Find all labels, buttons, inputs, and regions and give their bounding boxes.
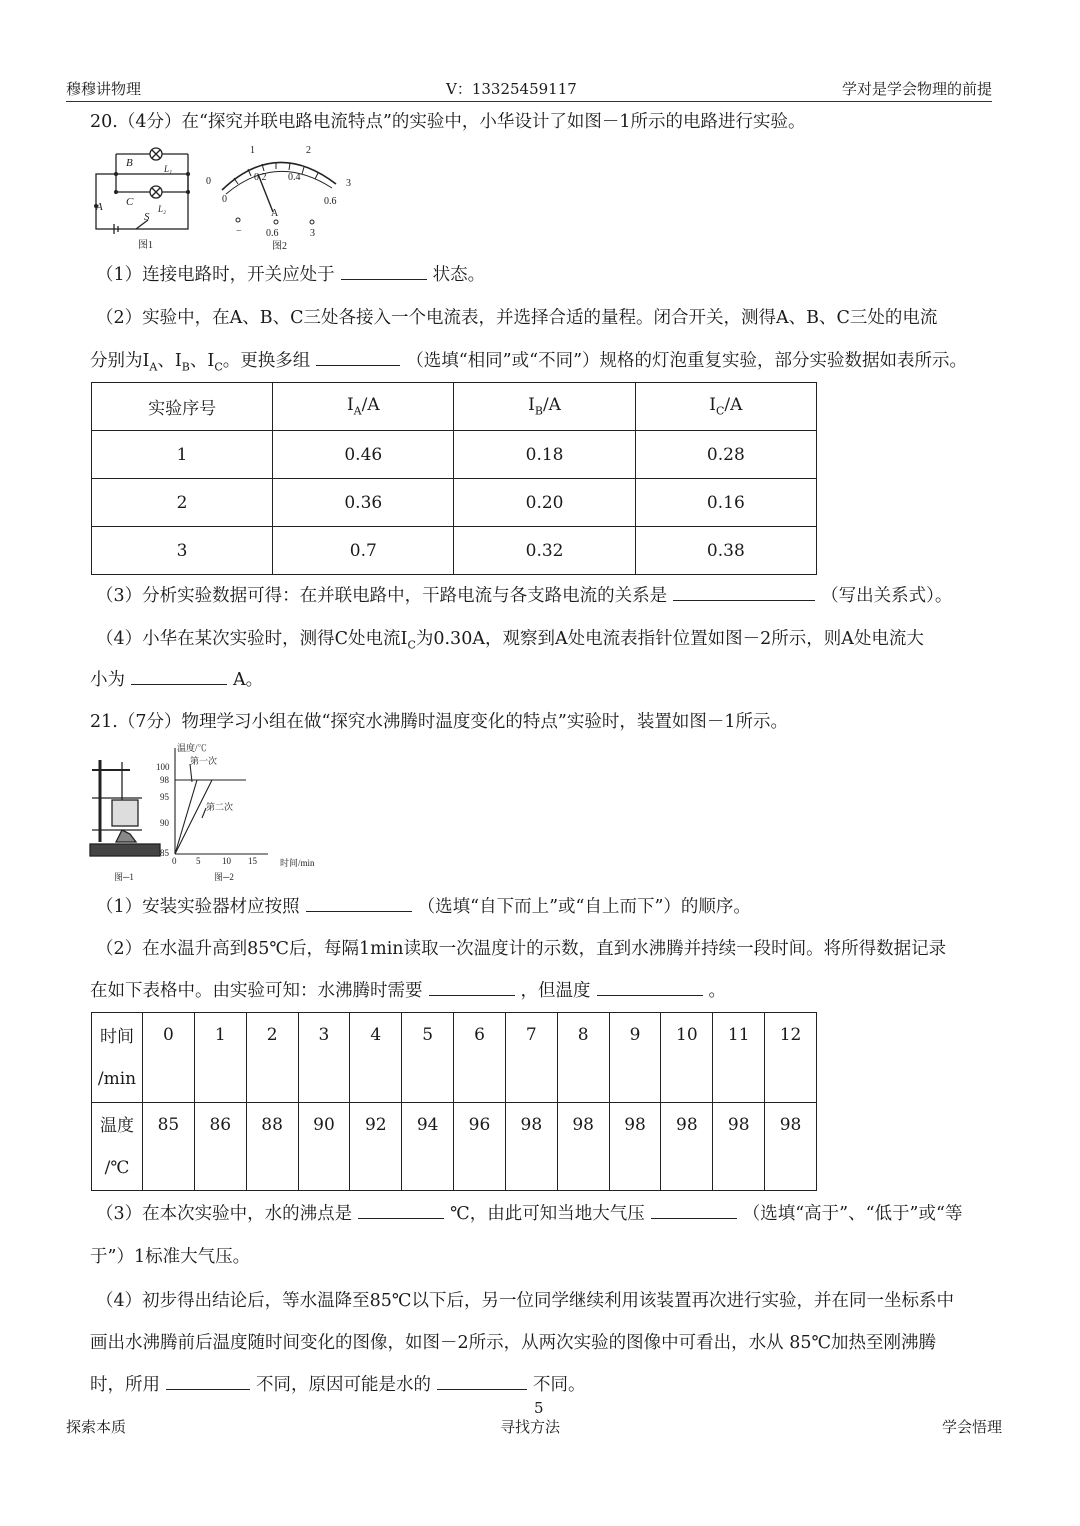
footer-right: 学会悟理 [942, 1418, 1003, 1436]
table-cell: 85 [143, 1103, 195, 1191]
answer-blank[interactable] [673, 584, 815, 601]
table-cell: 90 [298, 1103, 350, 1191]
table-cell: 0 [143, 1013, 195, 1103]
table-row [92, 1013, 817, 1103]
table-header-cell: $I_C/A$ [635, 383, 816, 431]
q20-part4-line1: （4）小华在某次实验时，测得C处电流$I_C$为0.30A，观察到A处电流表指针位置如图－2所示，则A处电流大 [96, 629, 924, 652]
answer-blank[interactable] [166, 1373, 250, 1390]
scale-06: 0.6 [324, 196, 337, 207]
table-cell: 98 [557, 1103, 609, 1191]
table-row [92, 431, 817, 479]
table-cell: 10 [661, 1013, 713, 1103]
q21-part3-line2: 于”）1标准大气压。 [90, 1247, 251, 1267]
fig1-caption: 图1 [138, 240, 153, 251]
table-cell: 6 [454, 1013, 506, 1103]
y-tick-98: 98 [160, 775, 169, 785]
ammeter-figure [200, 142, 360, 254]
scale-04: 0.4 [288, 172, 301, 183]
scale-3: 3 [346, 178, 351, 189]
label-l2: L₂ [158, 204, 167, 214]
answer-blank[interactable] [316, 349, 400, 366]
y-tick-90: 90 [160, 818, 169, 828]
table-cell: 9 [609, 1013, 661, 1103]
table-cell: 3 [298, 1013, 350, 1103]
scale-02: 0.2 [254, 172, 267, 183]
term-minus: − [236, 226, 242, 237]
answer-blank[interactable] [597, 979, 703, 996]
table-cell: 0.16 [635, 479, 816, 527]
q21-title: 21.（7分）物理学习小组在做“探究水沸腾时温度变化的特点”实验时，装置如图－1所示。 [90, 712, 788, 732]
scale-00: 0 [222, 194, 227, 205]
x-tick-15: 15 [248, 856, 257, 866]
q20-part2-line2: 分别为$I_A$、$I_B$、$I_C$。更换多组 （选填“相同”或“不同”）规格的灯泡重复实验，部分实验数据如表所示。 [90, 351, 968, 374]
q21-part3-line1: （3）在本次实验中，水的沸点是 ℃，由此可知当地大气压 （选填“高于”、“低于”或“等 [96, 1204, 963, 1224]
table-header-cell: $I_B/A$ [454, 383, 635, 431]
term-06: 0.6 [266, 228, 279, 239]
fig2-caption: 图2 [272, 241, 287, 252]
table-cell: 3 [92, 527, 273, 575]
q21-part1: （1）安装实验器材应按照 （选填“自下而上”或“自上而下”）的顺序。 [96, 897, 751, 917]
y-tick-100: 100 [156, 762, 170, 772]
page-header [66, 78, 992, 100]
table-cell: 1 [194, 1013, 246, 1103]
q20-part4-line2: 小为 A。 [90, 670, 264, 690]
table-header-cell: 温度 /℃ [92, 1103, 143, 1191]
q21-part2-line2: 在如下表格中。由实验可知：水沸腾时需要 ，但温度 。 [90, 981, 726, 1001]
header-rule [66, 101, 992, 102]
table-cell: 8 [557, 1013, 609, 1103]
table-cell: 98 [661, 1103, 713, 1191]
answer-blank[interactable] [341, 263, 427, 280]
table-cell: 0.28 [635, 431, 816, 479]
table-cell: 98 [765, 1103, 817, 1191]
table-row [92, 479, 817, 527]
table-cell: 4 [350, 1013, 402, 1103]
table-cell: 12 [765, 1013, 817, 1103]
table-cell: 0.20 [454, 479, 635, 527]
x-tick-5: 5 [196, 856, 201, 866]
table-cell: 0.32 [454, 527, 635, 575]
fig-caption-1: 图─1 [114, 872, 134, 882]
q21-part2-line1: （2）在水温升高到85℃后，每隔1min读取一次温度计的示数，直到水沸腾并持续一段时间。将所得数据记录 [96, 939, 947, 959]
chart-ylabel: 温度/℃ [177, 743, 207, 753]
q21-part4-line2: 画出水沸腾前后温度随时间变化的图像，如图－2所示，从两次实验的图像中可看出，水从 85℃加热至刚沸腾 [90, 1333, 937, 1353]
table-cell: 1 [92, 431, 273, 479]
q21-table [91, 1012, 817, 1191]
q21-part4-line3: 时，所用 不同，原因可能是水的 不同。 [90, 1375, 586, 1395]
header-center: V：13325459117 [446, 80, 577, 98]
table-cell: 86 [194, 1103, 246, 1191]
page-number: 5 [534, 1399, 544, 1417]
table-header-row [92, 383, 817, 431]
series-label-first: 第一次 [190, 756, 218, 766]
y-tick-85: 85 [160, 848, 169, 858]
table-cell: 11 [713, 1013, 765, 1103]
q20-table [91, 382, 817, 575]
table-cell: 0.46 [273, 431, 454, 479]
table-header-cell: $I_A/A$ [273, 383, 454, 431]
scale-2: 2 [306, 145, 311, 156]
boiling-figure [86, 742, 326, 884]
table-cell: 2 [92, 479, 273, 527]
label-l1: L₁ [164, 164, 173, 174]
header-right: 学对是学会物理的前提 [841, 80, 992, 98]
table-cell: 98 [505, 1103, 557, 1191]
q21-part4-line1: （4）初步得出结论后，等水温降至85℃以下后，另一位同学继续利用该装置再次进行实验，并在同一坐标系中 [96, 1291, 954, 1311]
label-a: A [96, 201, 103, 213]
table-cell: 98 [609, 1103, 661, 1191]
answer-blank[interactable] [437, 1373, 527, 1390]
table-header-cell: 实验序号 [92, 383, 273, 431]
label-b: B [126, 157, 133, 169]
table-cell: 5 [402, 1013, 454, 1103]
table-cell: 94 [402, 1103, 454, 1191]
header-left: 穆穆讲物理 [66, 80, 142, 98]
y-tick-95: 95 [160, 792, 169, 802]
footer-left: 探索本质 [66, 1418, 127, 1436]
fig-caption-2: 图─2 [214, 872, 234, 882]
table-cell: 0.36 [273, 479, 454, 527]
table-header-cell: 时间 /min [92, 1013, 143, 1103]
table-cell: 2 [246, 1013, 298, 1103]
q20-part1: （1）连接电路时，开关应处于 状态。 [96, 265, 486, 285]
table-cell: 92 [350, 1103, 402, 1191]
table-cell: 7 [505, 1013, 557, 1103]
scale-0: 0 [206, 176, 211, 187]
scale-1: 1 [250, 145, 255, 156]
label-s: S [144, 211, 150, 223]
answer-blank[interactable] [131, 668, 227, 685]
term-3: 3 [310, 228, 315, 239]
circuit-figure [86, 144, 196, 254]
table-cell: 0.38 [635, 527, 816, 575]
table-cell: 98 [713, 1103, 765, 1191]
series-label-second: 第二次 [206, 802, 234, 812]
table-cell: 0.18 [454, 431, 635, 479]
answer-blank[interactable] [358, 1202, 444, 1219]
table-cell: 96 [454, 1103, 506, 1191]
table-cell: 0.7 [273, 527, 454, 575]
x-tick-0: 0 [172, 856, 177, 866]
footer-center: 寻找方法 [500, 1418, 561, 1436]
term-a: A [271, 208, 279, 219]
answer-blank[interactable] [651, 1202, 737, 1219]
table-row [92, 527, 817, 575]
table-row [92, 1103, 817, 1191]
x-tick-10: 10 [222, 856, 231, 866]
answer-blank[interactable] [429, 979, 515, 996]
q20-title: 20.（4分）在“探究并联电路电流特点”的实验中，小华设计了如图－1所示的电路进行实验。 [90, 112, 806, 132]
q20-part2-line1: （2）实验中，在A、B、C三处各接入一个电流表，并选择合适的量程。闭合开关，测得A、B、C三处的电流 [96, 308, 938, 328]
label-c: C [126, 196, 134, 208]
table-cell: 88 [246, 1103, 298, 1191]
answer-blank[interactable] [306, 895, 412, 912]
chart-xlabel: 时间/min [280, 858, 315, 868]
q20-part3: （3）分析实验数据可得：在并联电路中，干路电流与各支路电流的关系是 （写出关系式）。 [96, 586, 953, 606]
